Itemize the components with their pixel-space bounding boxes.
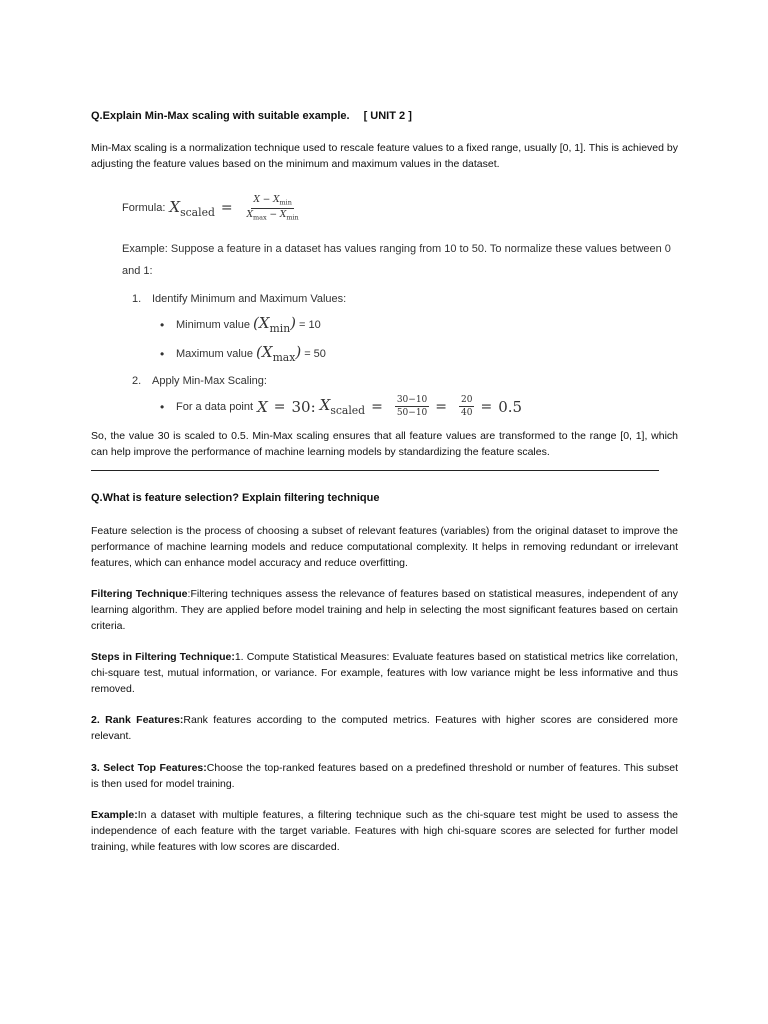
filtering-technique-text: :Filtering techniques assess the relevance of features based on statistical measures, independent of any learning algorithm. They are applied before model training and help in selecting the most significant features based on certain criteria. xyxy=(91,588,679,632)
formula-denominator: $X_{max} - X_{min}$ xyxy=(246,209,299,221)
equals-sign: = xyxy=(435,398,448,415)
steps-text: 1. Compute Statistical Measures: Evaluate features based on statistical metrics like correlation, chi-square test, mutual information, or variance. For example, features with low variance might be less informative and thus removed. xyxy=(91,651,678,695)
formula-fraction xyxy=(245,195,301,221)
unit-label: [ UNIT 2 ] xyxy=(363,110,412,122)
example-text-q2: In a dataset with multiple features, a filtering technique such as the chi-square test might be used to assess the independence of each feature with the target variable. Features with high chi-square scores are selected for further model training, while features with low scores are discarded. xyxy=(91,809,678,853)
step-1 xyxy=(122,288,682,310)
rank-features-text: Rank features according to the computed metrics. Features with higher scores are considered more relevant. xyxy=(91,714,678,742)
max-value: = 50 xyxy=(304,347,326,360)
question-2-title: Q.What is feature selection? Explain filtering technique xyxy=(91,492,380,504)
minmax-intro: Min-Max scaling is a normalization technique used to rescale feature values to a fixed range, usually [0, 1]. This is achieved by adjusting the feature values based on the minimum and maximum values in the dataset. xyxy=(91,142,678,170)
formula-label: Formula: xyxy=(122,202,166,214)
max-value-label: Maximum value xyxy=(176,347,254,360)
question-1-title xyxy=(91,110,412,122)
bullet-dot: • xyxy=(160,399,165,414)
formula-block xyxy=(122,188,682,421)
formula-row xyxy=(122,188,682,228)
equals-sign: = xyxy=(371,398,383,415)
section-divider xyxy=(91,470,659,471)
x-min-symbol: $(X_{min})$ xyxy=(252,314,297,335)
select-features-text: Choose the top-ranked features based on a predefined threshold or number of features. This subset is then used for model training. xyxy=(91,762,678,790)
minmax-conclusion: So, the value 30 is scaled to 0.5. Min-Max scaling ensures that all feature values are transformed to the range [0, 1], which can help improve the performance of machine learning models by standardizing the feature scales. xyxy=(91,430,678,458)
select-features-label: 3. Select Top Features: xyxy=(91,762,207,774)
equals-sign: = xyxy=(480,398,493,415)
select-features-paragraph xyxy=(91,760,678,792)
steps-label: Steps in Filtering Technique: xyxy=(91,651,235,663)
question-1-text: Q.Explain Min-Max scaling with suitable example. xyxy=(91,110,350,122)
step-1-label: Identify Minimum and Maximum Values: xyxy=(152,293,347,305)
formula-numerator: $X - X_{min}$ xyxy=(253,195,292,207)
bullet-dot: • xyxy=(160,346,165,361)
equals-sign: = xyxy=(273,398,286,415)
step-2 xyxy=(122,370,682,392)
datapoint-label: For a data point xyxy=(176,400,254,413)
step-2-label: Apply Min-Max Scaling: xyxy=(152,375,267,387)
fraction-20-40: $\frac{20}{40}$ xyxy=(461,395,473,418)
steps-paragraph xyxy=(91,649,678,697)
fraction-30-10: $\frac{30-10}{50-10}$ xyxy=(396,395,428,418)
min-value: = 10 xyxy=(299,318,321,331)
x-max-symbol: $(X_{max})$ xyxy=(256,343,302,364)
scaled-symbol: $X_{scaled}$ xyxy=(319,396,366,417)
step-2-number: 2. xyxy=(132,375,142,387)
bullet-dot: • xyxy=(160,317,165,332)
min-value-item xyxy=(160,310,682,339)
feature-selection-intro: Feature selection is the process of choosing a subset of relevant features (variables) from the original dataset to improve the performance of machine learning models and reduce computational complexity. It helps in removing redundant or irrelevant features, which can enhance model accuracy and reduce overfitting. xyxy=(91,525,678,569)
result-value: 0.5 xyxy=(498,397,523,416)
rank-features-label: 2. Rank Features: xyxy=(91,714,184,726)
equals-sign: = xyxy=(220,200,233,216)
datapoint-value: 30: xyxy=(291,397,316,416)
example-label: Example: xyxy=(91,809,138,821)
max-value-item xyxy=(160,339,682,368)
rank-features-paragraph xyxy=(91,712,678,744)
formula-lhs: $X_{scaled}$ xyxy=(169,197,215,219)
filtering-technique-label: Filtering Technique xyxy=(91,588,188,600)
example-text: Example: Suppose a feature in a dataset has values ranging from 10 to 50. To normalize these values between 0 and 1: xyxy=(122,243,671,277)
min-value-label: Minimum value xyxy=(176,318,250,331)
datapoint-equation: X xyxy=(257,397,268,416)
datapoint-item xyxy=(160,392,682,421)
filtering-technique-paragraph xyxy=(91,586,678,634)
step-1-number: 1. xyxy=(132,293,142,305)
example-paragraph xyxy=(91,807,678,855)
